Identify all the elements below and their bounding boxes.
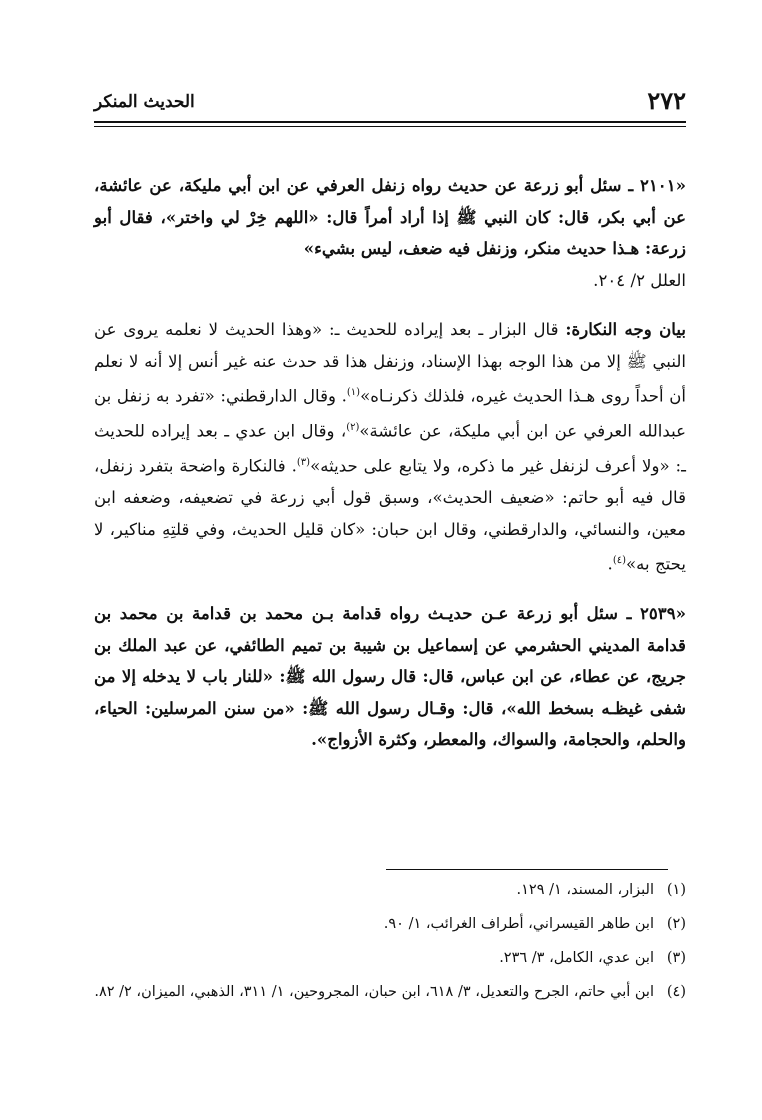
footnote-ref-4[interactable]: (٤) [612,555,626,567]
page-number: ٢٧٢ [647,86,686,115]
footnote-number: (٣) [666,950,686,966]
footnote-ref-1[interactable]: (١) [346,387,361,398]
footnote-ref-3[interactable]: (٣) [296,457,311,469]
footnote-text: ابن أبي حاتم، الجرح والتعديل، ٣/ ٦١٨، ابن حبان، المجروحين، ١/ ٣١١، الذهبي، الميزان، ٢/ ٨٢. [94,984,654,1000]
header-rule-thin [94,126,686,127]
main-text [94,170,686,774]
entry-2101-quote: «٢١٠١ ـ سئل أبو زرعة عن حديث رواه زنفل العرفي عن ابن أبي مليكة، عن عائشة، عن أبي بكر، قال: كان النبي ﷺ إذا أراد أمراً قال: «اللهم خِرْ لي واختر»، فقال أبو زرعة: هـذا حديث منكر، وزنفل فيه ضعف، ليس بشيء» [94,175,686,258]
entry-2539-quote: «٢٥٣٩ ـ سئل أبو زرعة عـن حديـث رواه قدامة بـن محمد بن قدامة بن محمد بن قدامة المديني الحشرمي عن إسماعيل بن شيبة بن تميم الطائفي، عن عبد الملك بن جريج، عن عطاء، عن ابن عباس، قال: قال رسول الله ﷺ: «للنار باب لا يدخله إلا من شفى غيظـه بسخط الله»، قال: وقـال رسول الله ﷺ: «من سنن المرسلين: الحياء، والحلم، والحجامة، والسواك، والمعطر، وكثرة الأزواج». [94,603,686,750]
entry-2101 [94,170,686,296]
explanation-text-4: . فالنكارة واضحة بتفرد زنفل، قال فيه أبو حاتم: «ضعيف الحديث»، وسبق قول أبي زرعة في تضعيفه، وضعفه ابن معين، والنسائي، والدارقطني، وقال ابن حبان: «كان قليل الحديث، وفي قلتِهِ مناكير، لا يحتج به» [94,456,686,574]
entry-2101-source: العلل ٢/ ٢٠٤. [593,270,686,290]
entry-2539 [94,598,686,756]
footnote-number: (١) [666,882,686,898]
footnote-text: ابن طاهر القيسراني، أطراف الغرائب، ١/ ٩٠. [383,916,654,932]
footnote-separator [386,869,668,870]
footnotes [94,878,686,1014]
footnote-2 [94,912,686,937]
footnote-number: (٤) [666,984,686,1000]
header-rule-thick [94,121,686,123]
footnote-text: البزار، المسند، ١/ ١٢٩. [516,882,654,898]
footnote-text: ابن عدي، الكامل، ٣/ ٢٣٦. [499,950,654,966]
footnote-number: (٢) [666,916,686,932]
explanation-label: بيان وجه النكارة: [565,319,686,339]
footnote-1 [94,878,686,903]
explanation-paragraph [94,314,686,580]
running-title: الحديث المنكر [94,92,195,112]
explanation-text-1: قال البزار ـ بعد إيراده للحديث ـ: «وهذا الحديث لا نعلمه يروى عن النبي ﷺ إلا من هذا الوجه بهذا الإسناد، وزنفل هذا قد حدث عنه غير أنس إلا أنه لا نعلم أن أحداً روى هـذا الحديث غيره، فلذلك ذكرنـاه» [94,320,686,406]
explanation-text-2: . وقال الدارقطني: «تفرد به زنفل بن عبدالله العرفي عن ابن أبي مليكة، عن عائشة» [94,386,687,441]
explanation-text-3: ، وقال ابن عدي ـ بعد إيراده للحديث ـ: «ولا أعرف لزنفل غير ما ذكره، ولا يتابع على حديثه» [94,421,687,476]
footnote-3 [94,946,686,971]
explanation-text-5: . [607,554,613,574]
footnote-4 [94,980,686,1005]
running-header [94,86,686,116]
footnote-ref-2[interactable]: (٢) [346,422,360,434]
